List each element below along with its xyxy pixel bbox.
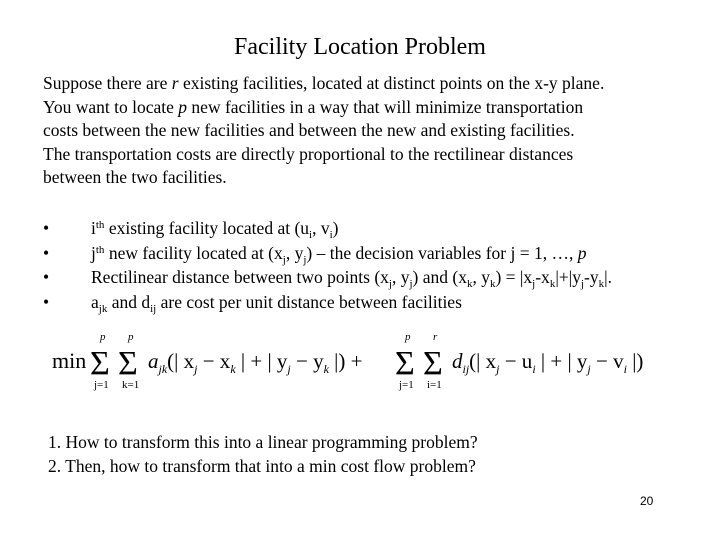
bullet-existing-facility: • $i^{th}$ existing facility located at ($u_i$, $v_i$) [43,218,339,241]
bullet-dot: • [43,242,50,263]
formula-upper-limit: p [100,331,106,343]
intro-line: Suppose there are r existing facilities, located at distinct points on the x-y plane. [43,73,605,93]
slide-title: Facility Location Problem [234,34,486,60]
question-item: 2. Then, how to transform that into a min cost flow problem? [48,456,476,476]
objective-formula [48,330,668,400]
sum-sign: Σ [423,345,443,382]
bullet-new-facility: • $j^{th}$ new facility located at ($x_j$, $y_j$) – the decision variables for j = 1, …, p [43,242,587,266]
formula-upper-limit: p [405,331,411,343]
formula-lower-limit: i=1 [427,379,442,391]
bullet-cost-definition: • $a_{jk}$ and $d_{ij}$ are cost per unit distance between facilities [43,291,462,315]
formula-lower-limit: j=1 [94,379,109,391]
question-item: 1. How to transform this into a linear programming problem? [48,432,478,452]
intro-line: You want to locate p new facilities in a way that will minimize transportation [43,96,584,117]
formula-lower-limit: k=1 [122,379,140,391]
formula-min: min [52,348,87,373]
question-list [48,430,688,478]
definition-list [43,216,703,314]
intro-paragraph [43,72,703,190]
intro-line: between the two facilities. [43,167,227,187]
bullet-rectilinear-distance: • Rectilinear distance between two points ($x_j$, $y_j$) and ($x_k$, $y_k) = |x_j-x_k|+|y_j-y_k|$. [43,267,612,290]
intro-line: costs between the new facilities and between the new and existing facilities. [43,120,575,140]
bullet-dot: • [43,267,50,287]
intro-line: The transportation costs are directly proportional to the rectilinear distances [43,143,574,164]
bullet-dot: • [43,291,50,312]
formula-upper-limit: p [128,331,134,343]
formula-term: $d_{ij}(|$ $x_j - u_i$ | + | $y_j - v_i$ |) [452,349,644,376]
bullet-dot: • [43,218,50,238]
sum-sign: Σ [90,345,110,382]
formula-upper-limit: r [433,331,438,343]
sum-sign: Σ [118,345,138,382]
formula-term: $a_{jk}(|$ $x_j - x_k$ | + | $y_j - y_k$ |) + [148,349,363,376]
page-number: 20 [640,494,654,508]
sum-sign: Σ [395,345,415,382]
formula-lower-limit: j=1 [399,379,414,391]
